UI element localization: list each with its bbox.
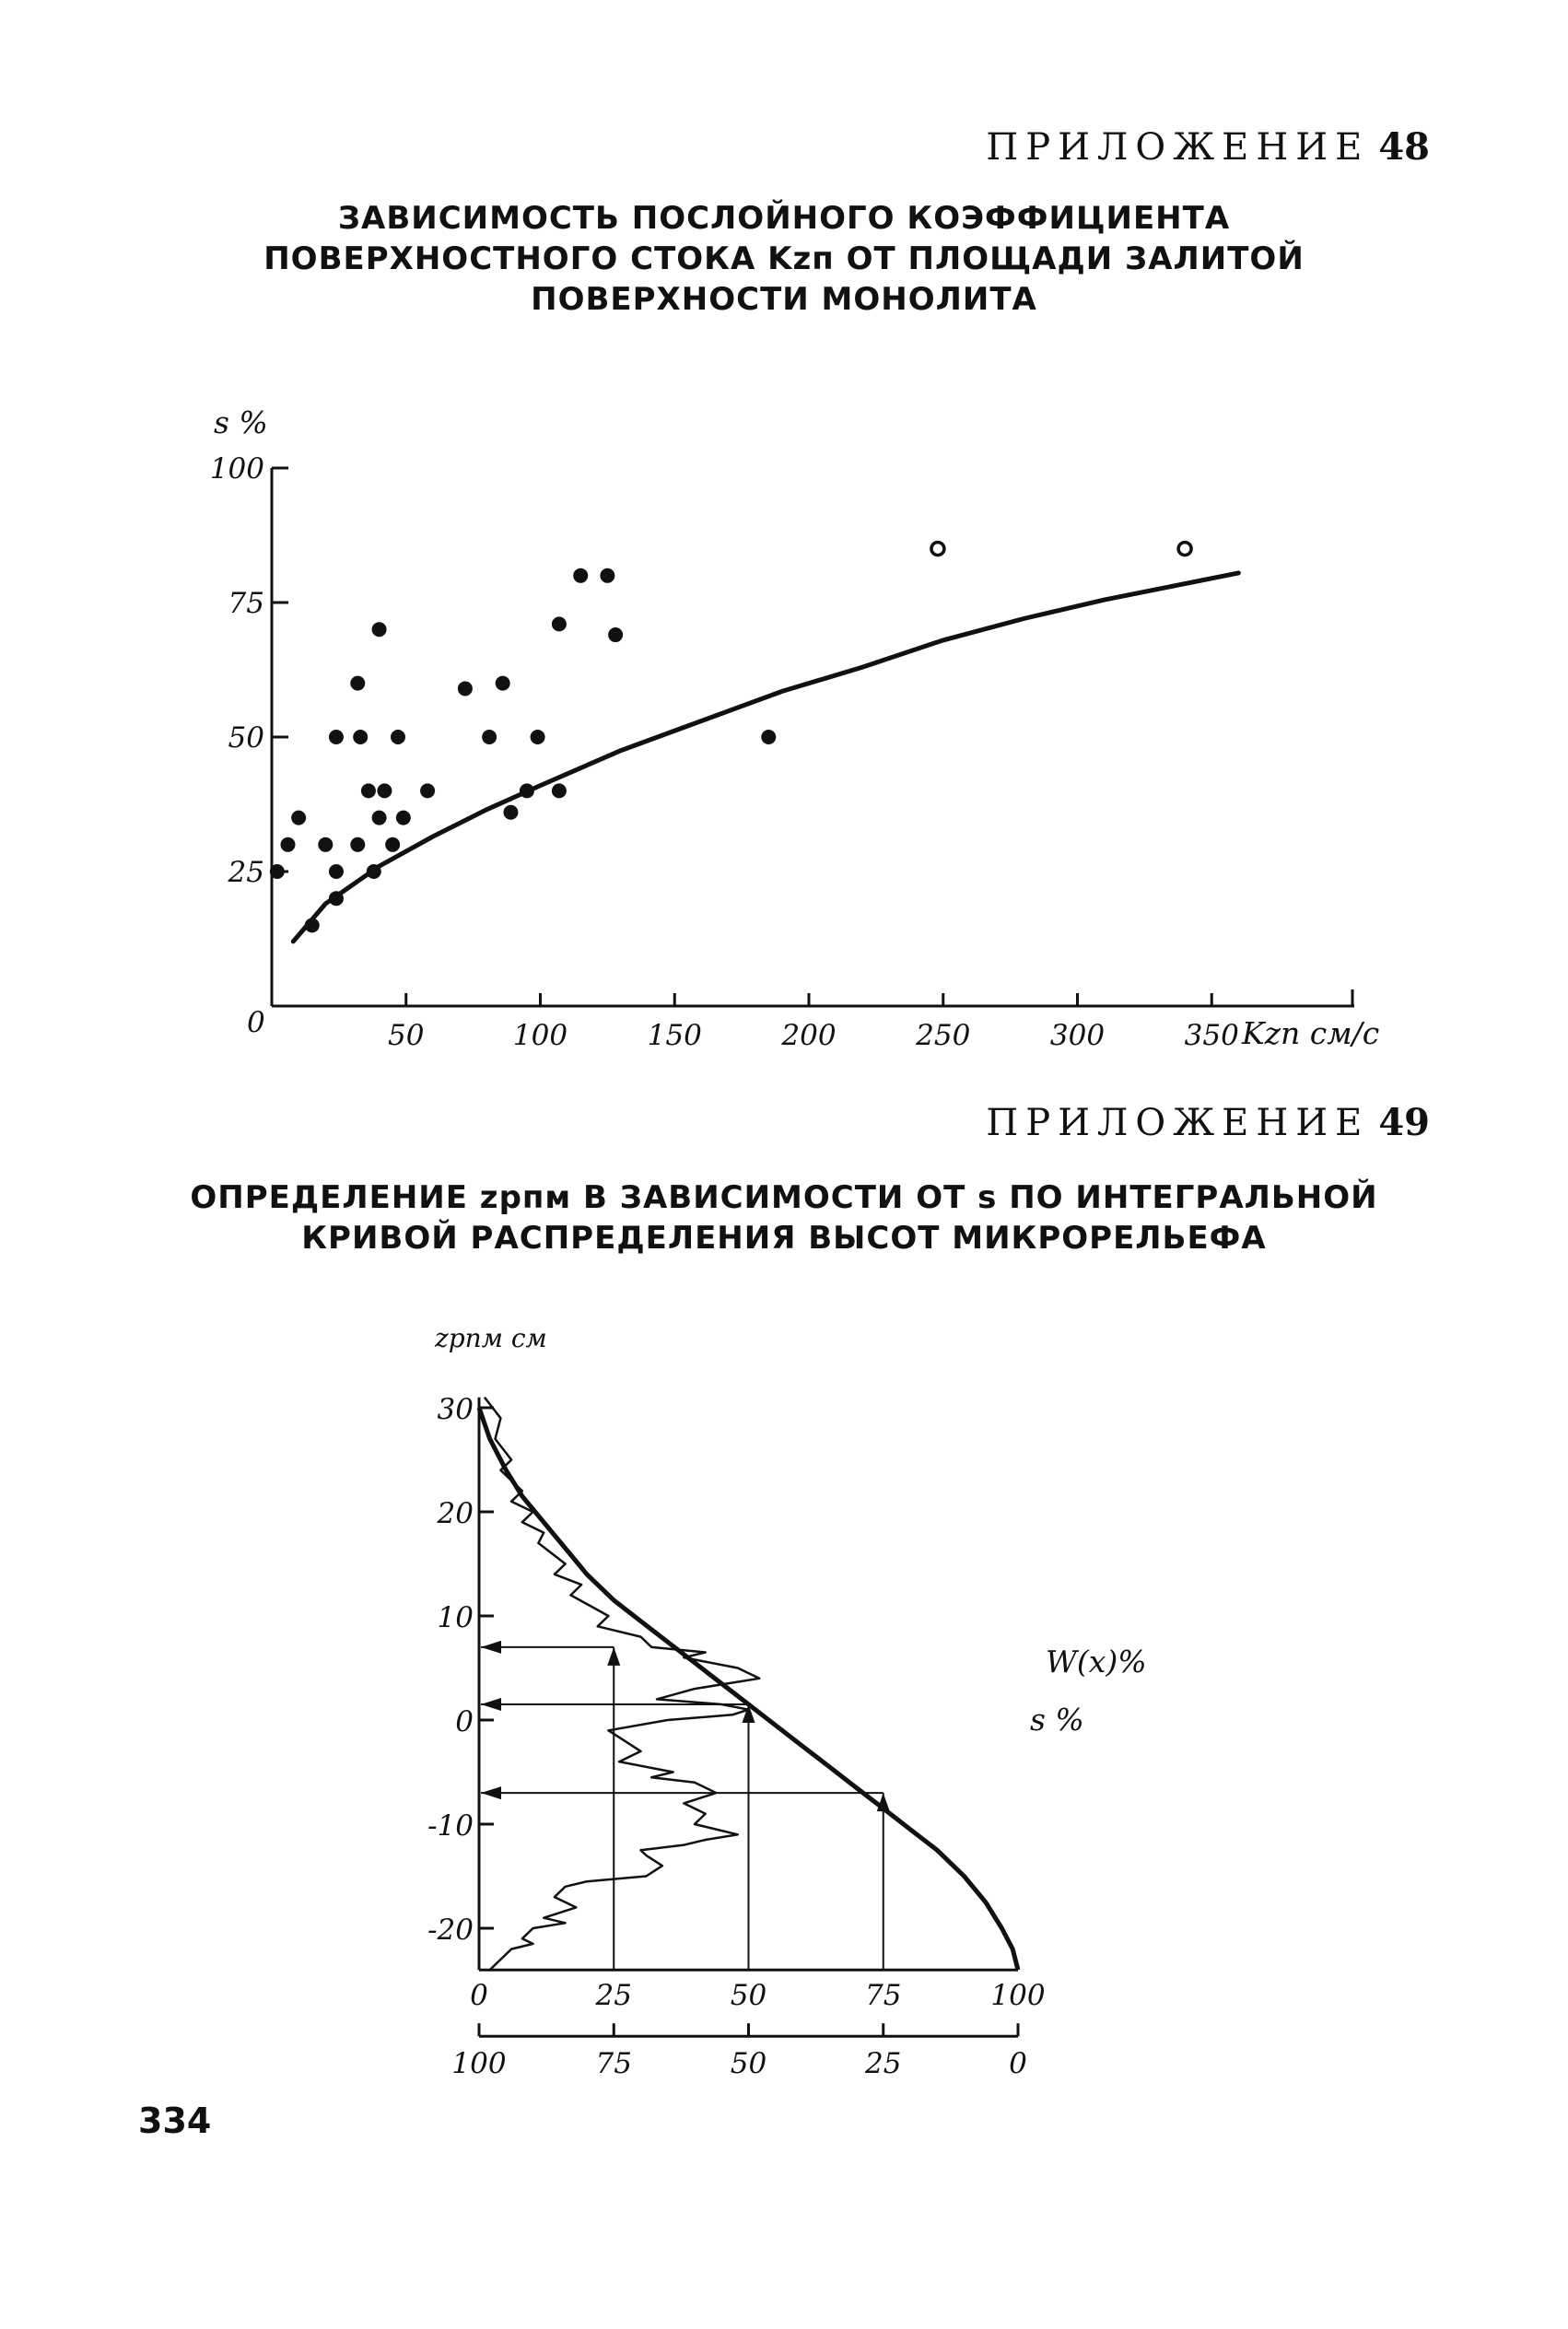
data-point [350,676,365,691]
data-point [608,627,623,642]
scatter-chart-origin-label: 0 [247,1006,265,1039]
data-point [552,783,567,798]
data-point [458,681,473,696]
open-data-point [931,543,944,556]
scatter-chart-fit-curve [293,573,1238,942]
data-point [350,837,365,852]
secondary-x-tick-label: 25 [865,2047,902,2081]
y-tick-label: 25 [228,856,264,889]
appendix-49-header [986,1101,1430,1144]
x-tick-label: 100 [990,1979,1046,2013]
up-arrowhead [607,1647,620,1666]
scatter-chart-ylabel: s % [214,404,268,440]
y-tick-label: 50 [228,721,264,755]
x-tick-label: 100 [512,1019,568,1052]
data-point [270,864,285,879]
data-point [496,676,510,691]
data-point [420,783,435,798]
chart-1-title-line1: ЗАВИСИМОСТЬ ПОСЛОЙНОГО КОЭФФИЦИЕНТА [337,200,1231,237]
y-tick-label: 100 [209,452,264,486]
data-point [372,622,387,637]
open-data-point [1178,543,1191,556]
data-point [353,730,368,744]
data-point [329,864,344,879]
data-point [291,811,306,825]
data-point [503,805,518,820]
page-number: 334 [138,2101,212,2141]
secondary-x-tick-label: 100 [451,2047,507,2081]
distribution-chart-guide-lines [481,1641,890,1970]
appendix-49-label: ПРИЛОЖЕНИЕ [986,1102,1370,1144]
data-point [385,837,400,852]
y-tick-label: 0 [455,1705,474,1738]
data-point [329,730,344,744]
x-tick-label: 50 [730,1979,767,2013]
secondary-x-tick-label: 50 [730,2047,767,2081]
x-tick-label: 200 [781,1019,837,1052]
x-tick-label: 50 [388,1019,425,1052]
scatter-chart-xlabel: Kzп см/с [1242,1015,1380,1051]
data-point [482,730,497,744]
data-point [329,891,344,906]
distribution-chart [0,1271,1568,2082]
scatter-chart [0,0,1568,1087]
y-tick-label: 20 [437,1497,474,1530]
scatter-chart-ticks [210,452,1239,1052]
data-point [305,918,320,932]
chart-2-title-line2: КРИВОЙ РАСПРЕДЕЛЕНИЯ ВЫСОТ МИКРОРЕЛЬЕФА [301,1220,1267,1257]
data-point [367,864,381,879]
distribution-chart-secondary-xlabel: s % [1030,1702,1084,1738]
data-point [361,783,376,798]
x-tick-label: 75 [865,1979,902,2013]
x-tick-label: 300 [1049,1019,1106,1052]
secondary-x-tick-label: 0 [1009,2047,1027,2081]
data-point [600,568,614,583]
scatter-chart-points [270,543,1191,933]
left-arrowhead [481,1698,501,1711]
secondary-x-tick-label: 75 [595,2047,632,2081]
x-tick-label: 150 [647,1019,702,1052]
x-tick-label: 250 [916,1019,971,1052]
y-tick-label: 10 [437,1601,474,1634]
y-tick-label: -20 [427,1914,474,1947]
appendix-48-label: ПРИЛОЖЕНИЕ [986,126,1370,169]
data-point [520,783,534,798]
left-arrowhead [481,1786,501,1799]
x-tick-label: 25 [595,1979,632,2013]
appendix-49-number: 49 [1378,1101,1430,1144]
distribution-chart-xlabel: W(x)% [1046,1644,1147,1679]
chart-2-title [0,1177,1568,1258]
y-tick-label: 30 [437,1393,474,1426]
fit-curve-line [293,573,1238,942]
data-point [531,730,545,744]
y-tick-label: 75 [228,587,264,620]
data-point [391,730,405,744]
x-tick-label: 0 [470,1979,488,2013]
data-point [377,783,392,798]
left-arrowhead [481,1641,501,1654]
appendix-48-number: 48 [1378,125,1430,169]
y-tick-label: -10 [427,1809,474,1843]
data-point [318,837,333,852]
chart-2-title-line1: ОПРЕДЕЛЕНИЕ zрпм В ЗАВИСИМОСТИ ОТ s ПО ИНТЕГРАЛЬНОЙ [190,1179,1378,1216]
data-point [372,811,387,825]
x-tick-label: 350 [1184,1019,1239,1052]
distribution-chart-ylabel: zрпм см [435,1323,547,1353]
data-point [552,616,567,631]
chart-1-title-line2: ПОВЕРХНОСТНОГО СТОКА Kzп ОТ ПЛОЩАДИ ЗАЛИТОЙ [263,240,1305,277]
data-point [761,730,776,744]
data-point [573,568,588,583]
chart-1-title-line3: ПОВЕРХНОСТИ МОНОЛИТА [531,281,1037,318]
data-point [396,811,411,825]
data-point [280,837,295,852]
